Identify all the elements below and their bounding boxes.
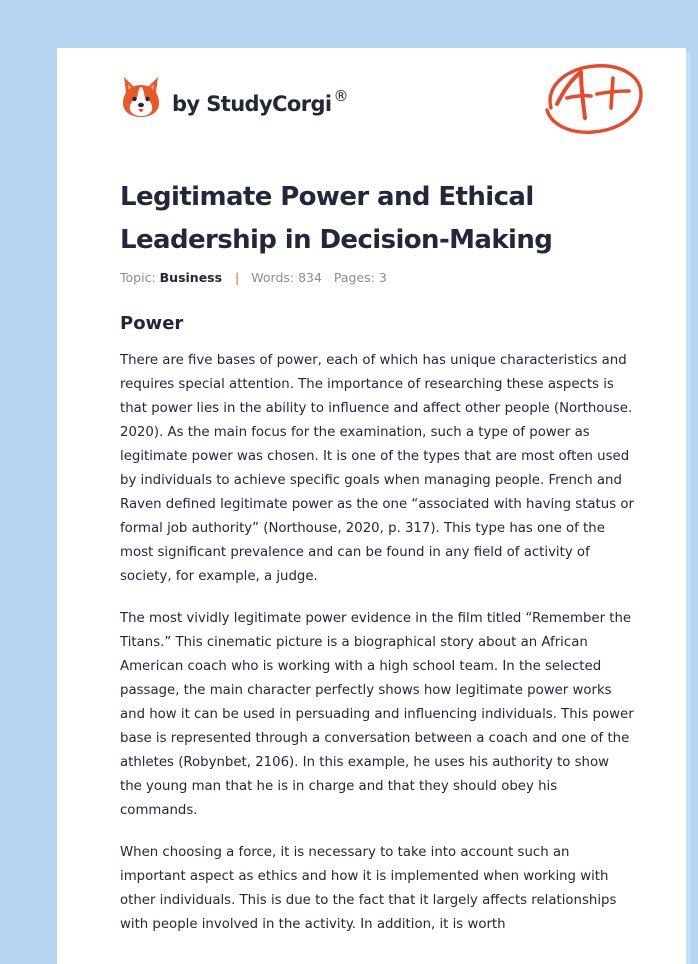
meta-separator: | (235, 270, 240, 285)
paragraph: The most vividly legitimate power evidence in the film titled “Remember the Titans.” This cinematic picture is a biographical story about an African American coach who is working with a high school team. In the selected passage, the main character perfectly shows how legitimate power works and how it can be used in persuading and influencing individuals. This power base is represented through a conversation between a coach and one of the athletes (Robynbet, 2106). In this example, he uses his authority to show the young man that he is in charge and that they should obey his commands. (120, 611, 634, 818)
brand-logo[interactable] (121, 74, 348, 120)
registered-mark: ® (333, 86, 348, 105)
brand-name: by StudyCorgi ® (172, 86, 348, 116)
a-plus-grade-stamp (537, 58, 649, 138)
pages-label: Pages: (333, 270, 375, 285)
essay-body (120, 349, 634, 955)
words-count: 834 (298, 270, 322, 285)
document-meta (120, 270, 387, 285)
topic-link[interactable]: Business (159, 270, 223, 285)
corgi-head-icon (121, 75, 161, 119)
paragraph: When choosing a force, it is necessary to take into account such an important aspect as ethics and how it is implemented when working with other individuals. This is due to the fact that it largely affects relationships with people involved in the activity. In addition, it is worth (120, 845, 617, 932)
page-title: Legitimate Power and Ethical Leadership in Decision-Making (120, 182, 553, 255)
section-heading: Power (120, 313, 184, 334)
topic-label: Topic: (120, 270, 156, 285)
paragraph: There are five bases of power, each of which has unique characteristics and requires special attention. The importance of researching these aspects is that power lies in the ability to influence and affect other people (Northouse. 2020). As the main focus for the examination, such a type of power as legitimate power was chosen. It is one of the types that are most often used by individuals to achieve specific goals when managing people. French and Raven defined legitimate power as the one “associated with having status or formal job authority” (Northouse, 2020, p. 317). This type has one of the most significant prevalence and can be found in any field of activity of society, for example, a judge. (120, 353, 634, 584)
words-label: Words: (251, 270, 295, 285)
pages-count: 3 (378, 270, 387, 285)
document-page (57, 48, 686, 964)
